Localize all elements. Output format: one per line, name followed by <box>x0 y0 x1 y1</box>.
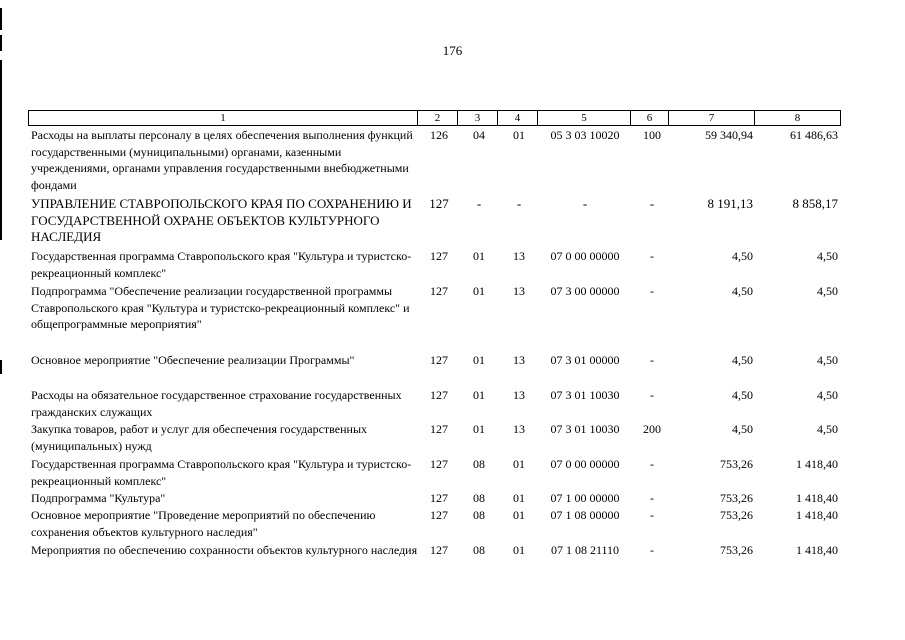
row-csr: 07 1 00 00000 <box>550 491 620 505</box>
row-vr: - <box>650 491 654 505</box>
row-csr: 05 3 03 10020 <box>550 128 620 142</box>
row-ved: 127 <box>430 388 448 402</box>
header-cell: 4 <box>498 111 538 126</box>
row-ved: 127 <box>430 284 448 298</box>
row-vr: - <box>650 353 654 367</box>
row-sum-1: 753,26 <box>720 457 753 471</box>
row-rz: - <box>476 196 482 211</box>
row-vr: - <box>650 508 654 522</box>
row-sum-1: 59 340,94 <box>705 128 753 142</box>
row-rz: 01 <box>473 249 485 263</box>
row-pr: 01 <box>513 491 525 505</box>
row-rz: 08 <box>473 491 485 505</box>
row-csr: - <box>582 196 588 211</box>
row-csr: 07 3 00 00000 <box>550 284 620 298</box>
row-csr: 07 3 01 10030 <box>550 422 620 436</box>
row-sum-2: 1 418,40 <box>796 508 838 522</box>
row-csr: 07 3 01 00000 <box>550 353 620 367</box>
row-pr: 13 <box>513 284 525 298</box>
header-cell: 6 <box>631 111 669 126</box>
row-pr: 01 <box>513 128 525 142</box>
row-name: Подпрограмма "Культура" <box>31 491 166 505</box>
row-rz: 08 <box>473 543 485 557</box>
header-cell: 7 <box>669 111 755 126</box>
row-sum-2: 1 418,40 <box>796 491 838 505</box>
row-csr: 07 0 00 00000 <box>550 457 620 471</box>
row-ved: 126 <box>430 128 448 142</box>
row-pr: 13 <box>513 249 525 263</box>
page-number: 176 <box>442 43 463 58</box>
row-rz: 08 <box>473 457 485 471</box>
column-header-row <box>28 110 841 126</box>
row-pr: 01 <box>513 508 525 522</box>
row-name: Основное мероприятие "Обеспечение реализации Программы" <box>31 353 355 367</box>
row-csr: 07 0 00 00000 <box>550 249 620 263</box>
row-sum-1: 753,26 <box>720 508 753 522</box>
row-rz: 08 <box>473 508 485 522</box>
row-pr: 01 <box>513 457 525 471</box>
header-cell: 2 <box>418 111 458 126</box>
row-rz: 01 <box>473 284 485 298</box>
row-name: УПРАВЛЕНИЕ СТАВРОПОЛЬСКОГО КРАЯ ПО СОХРАНЕНИЮ И ГОСУДАРСТВЕННОЙ ОХРАНЕ ОБЪЕКТОВ КУЛЬТУРНОГО НАСЛЕДИЯ <box>31 196 412 244</box>
row-vr: 100 <box>643 128 661 142</box>
row-sum-1: 753,26 <box>720 543 753 557</box>
header-cell: 3 <box>458 111 498 126</box>
row-sum-1: 4,50 <box>732 388 753 402</box>
row-sum-2: 4,50 <box>817 353 838 367</box>
row-sum-2: 4,50 <box>817 422 838 436</box>
row-name: Мероприятия по обеспечению сохранности объектов культурного наследия <box>31 543 418 557</box>
row-name: Основное мероприятие "Проведение мероприятий по обеспечению сохранения объектов культурного наследия" <box>31 508 376 539</box>
row-rz: 01 <box>473 422 485 436</box>
row-sum-1: 753,26 <box>720 491 753 505</box>
row-sum-1: 4,50 <box>732 422 753 436</box>
row-sum-1: 4,50 <box>732 353 753 367</box>
row-pr: 13 <box>513 353 525 367</box>
row-csr: 07 1 08 00000 <box>550 508 620 522</box>
row-ved: 127 <box>430 491 448 505</box>
row-sum-2: 8 858,17 <box>792 196 838 211</box>
row-vr: - <box>650 543 654 557</box>
row-ved: 127 <box>430 543 448 557</box>
scan-edge-mark <box>0 360 2 374</box>
row-sum-2: 1 418,40 <box>796 543 838 557</box>
row-csr: 07 3 01 10030 <box>550 388 620 402</box>
row-name: Подпрограмма "Обеспечение реализации государственной программы Ставропольского края "Культура и туристско-рекреационный комплекс" и общепрограммные мероприятия" <box>31 284 410 331</box>
row-pr: - <box>516 196 522 211</box>
header-cell: 1 <box>29 111 418 126</box>
row-pr: 01 <box>513 543 525 557</box>
scan-edge-mark <box>0 8 2 30</box>
row-ved: 127 <box>429 196 449 211</box>
row-ved: 127 <box>430 249 448 263</box>
row-sum-2: 4,50 <box>817 388 838 402</box>
row-name: Государственная программа Ставропольского края "Культура и туристско-рекреационный комплекс" <box>31 457 412 488</box>
row-vr: - <box>650 284 654 298</box>
row-rz: 01 <box>473 388 485 402</box>
row-vr: - <box>650 457 654 471</box>
row-sum-2: 1 418,40 <box>796 457 838 471</box>
row-rz: 04 <box>473 128 485 142</box>
row-sum-1: 4,50 <box>732 249 753 263</box>
row-ved: 127 <box>430 508 448 522</box>
row-name: Расходы на выплаты персоналу в целях обеспечения выполнения функций государственными (муниципальными) органами, казенными учреждениями, органами управления государственными внебюджетными фондами <box>31 128 413 192</box>
row-sum-2: 4,50 <box>817 249 838 263</box>
scan-edge-mark <box>0 60 2 240</box>
row-pr: 13 <box>513 422 525 436</box>
row-sum-1: 8 191,13 <box>707 196 753 211</box>
row-vr: - <box>650 249 654 263</box>
row-name: Государственная программа Ставропольского края "Культура и туристско-рекреационный комплекс" <box>31 249 412 280</box>
row-vr: - <box>649 196 655 211</box>
row-ved: 127 <box>430 353 448 367</box>
row-rz: 01 <box>473 353 485 367</box>
row-sum-2: 4,50 <box>817 284 838 298</box>
row-sum-2: 61 486,63 <box>790 128 838 142</box>
row-ved: 127 <box>430 422 448 436</box>
header-cell: 5 <box>538 111 631 126</box>
header-cell: 8 <box>755 111 841 126</box>
row-name: Закупка товаров, работ и услуг для обеспечения государственных (муниципальных) нужд <box>31 422 368 453</box>
row-vr: - <box>650 388 654 402</box>
row-sum-1: 4,50 <box>732 284 753 298</box>
row-ved: 127 <box>430 457 448 471</box>
row-vr: 200 <box>643 422 661 436</box>
row-name: Расходы на обязательное государственное страхование государственных гражданских служащих <box>31 388 402 419</box>
row-pr: 13 <box>513 388 525 402</box>
row-csr: 07 1 08 21110 <box>550 543 620 557</box>
